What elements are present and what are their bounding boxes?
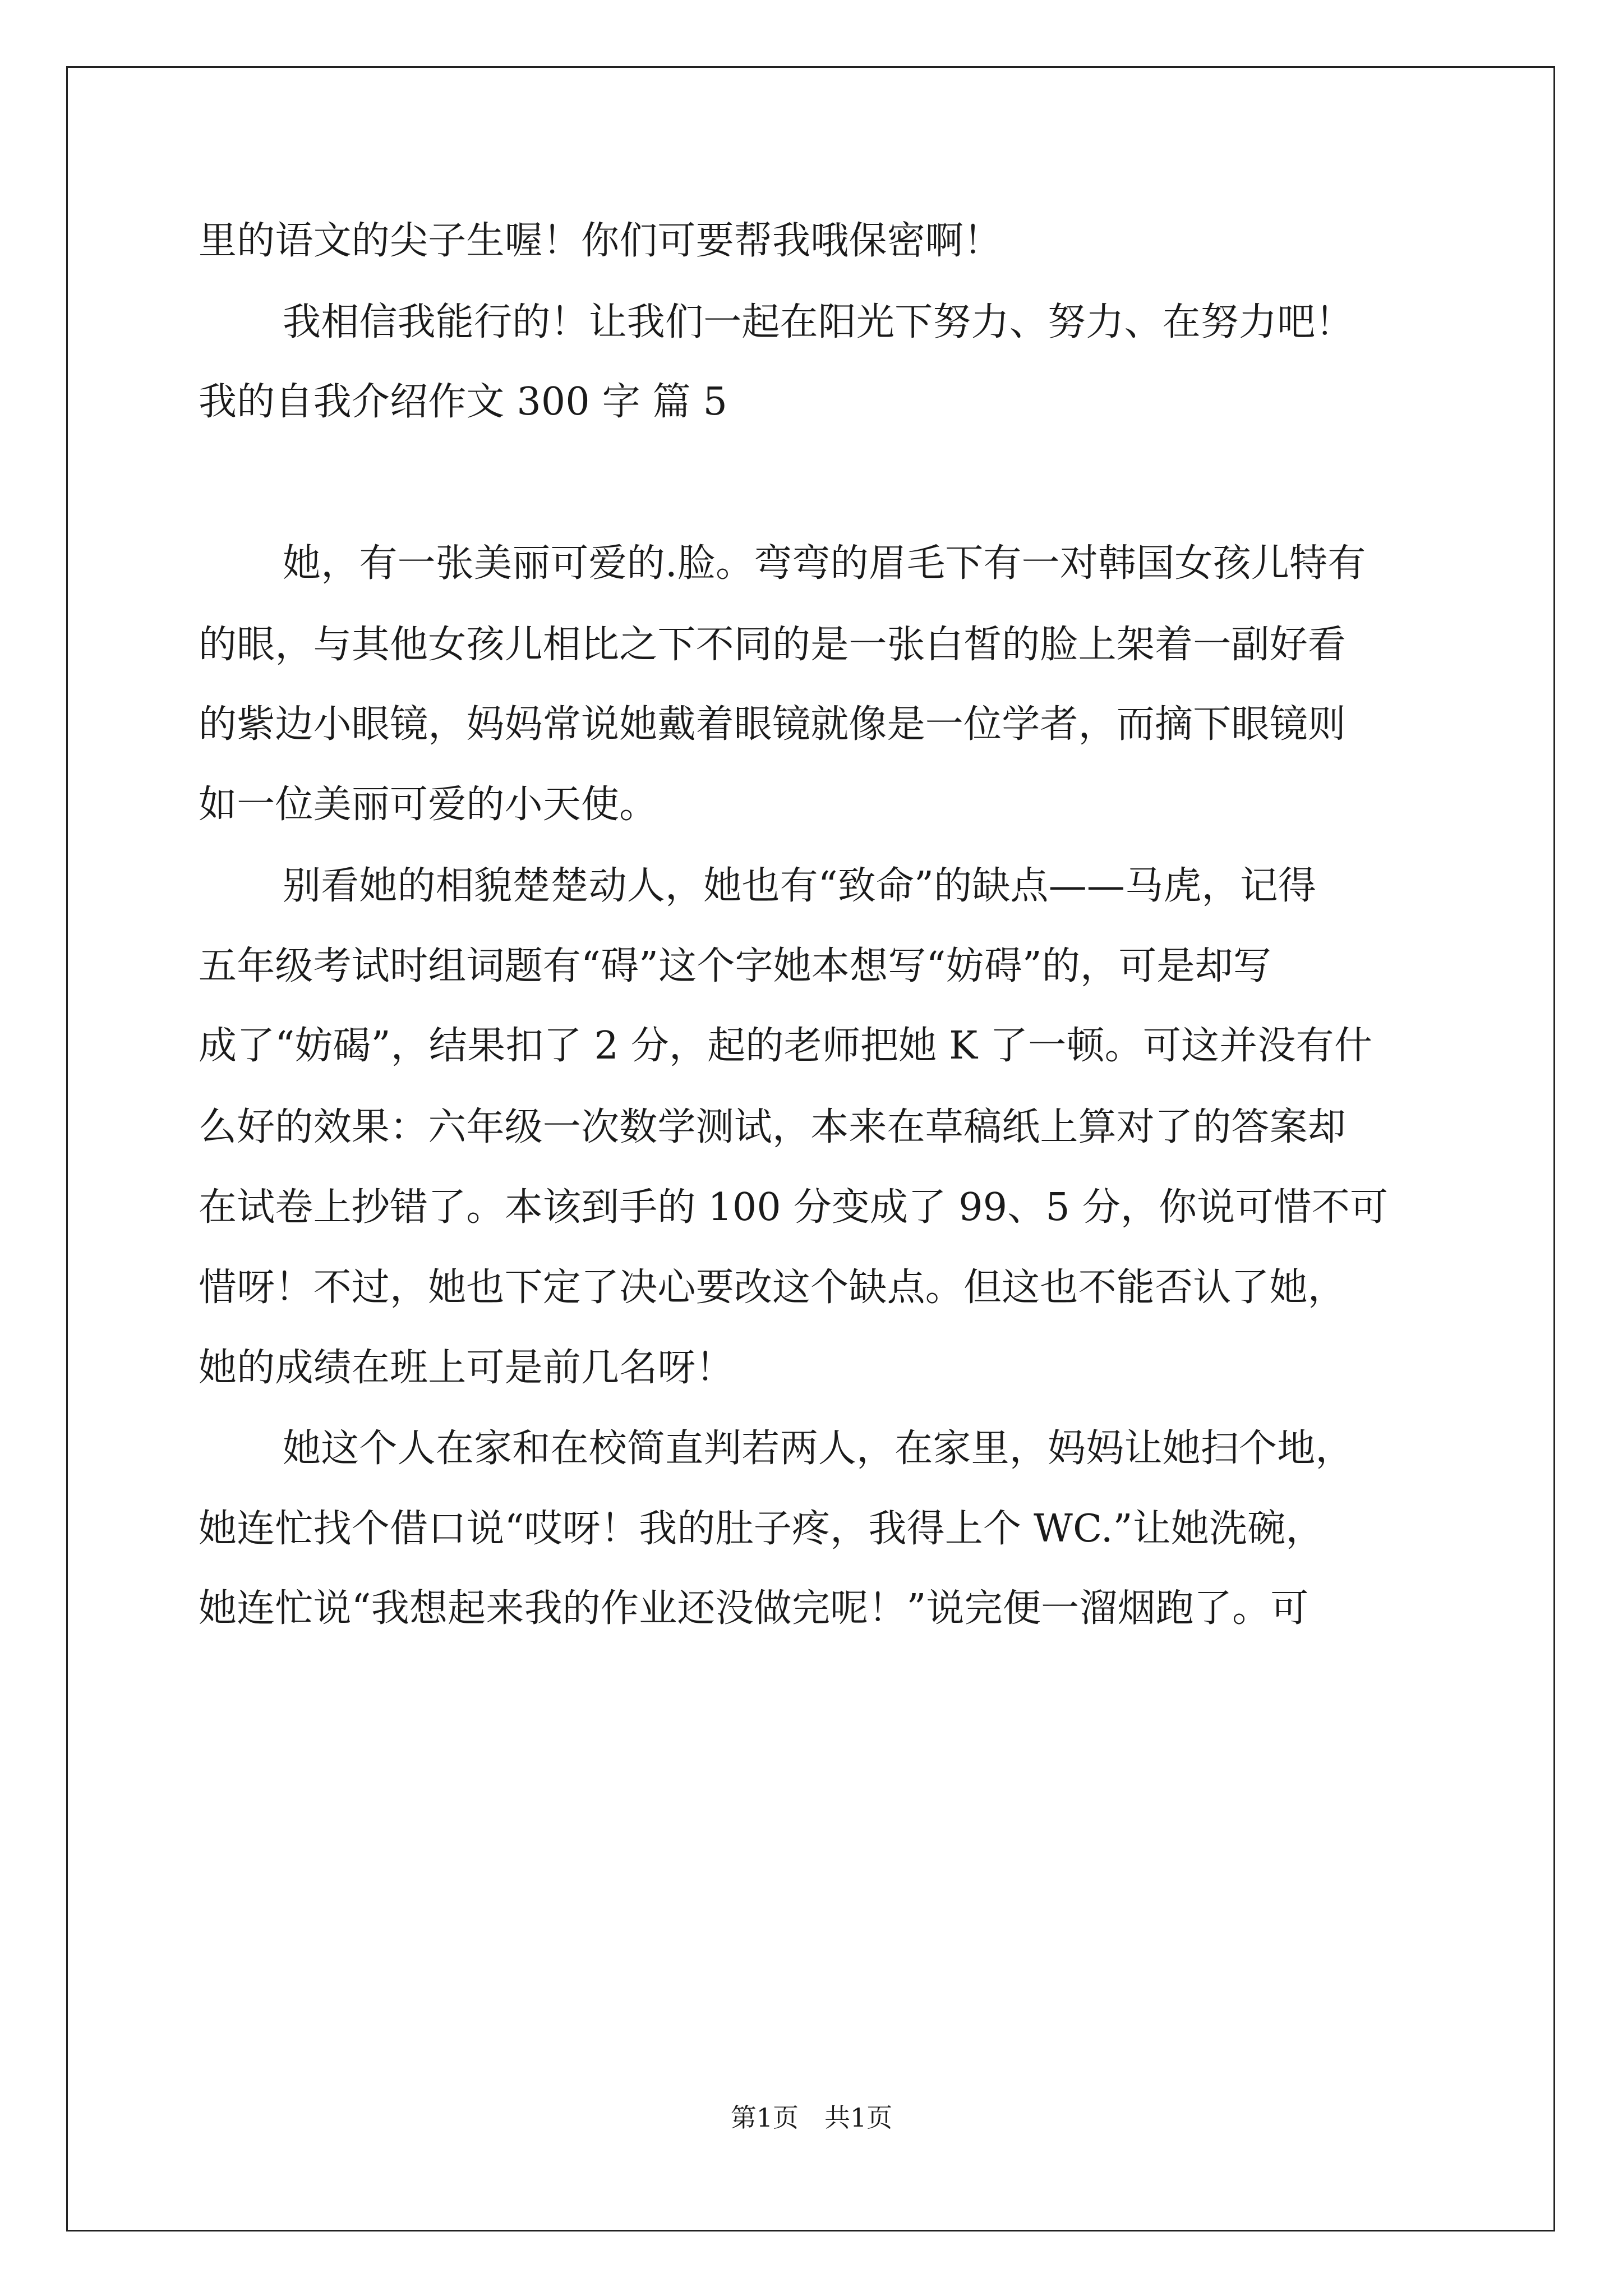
page-footer: 第1页 共1页 xyxy=(730,2102,893,2133)
text-line-11: 么好的效果：六年级一次数学测试，本来在草稿纸上算对了的答案却 xyxy=(199,1105,1347,1149)
text-line-8: 别看她的相貌楚楚动人，她也有“致命”的缺点——马虎，记得 xyxy=(283,864,1317,908)
text-line-4: 她，有一张美丽可爱的.脸。弯弯的眉毛下有一对韩国女孩儿特有 xyxy=(283,541,1366,586)
text-line-17: 她连忙说“我想起来我的作业还没做完呢！”说完便一溜烟跑了。可 xyxy=(199,1586,1309,1631)
text-line-6: 的紫边小眼镜，妈妈常说她戴着眼镜就像是一位学者，而摘下眼镜则 xyxy=(199,702,1347,747)
text-line-5: 的眼，与其他女孩儿相比之下不同的是一张白皙的脸上架着一副好看 xyxy=(199,623,1347,667)
text-line-14: 她的成绩在班上可是前几名呀！ xyxy=(199,1346,734,1390)
text-line-12: 在试卷上抄错了。本该到手的 100 分变成了 99、5 分，你说可惜不可 xyxy=(199,1185,1389,1230)
text-line-7: 如一位美丽可爱的小天使。 xyxy=(199,783,658,827)
text-line-1: 里的语文的尖子生喔！你们可要帮我哦保密啊！ xyxy=(199,219,1002,263)
text-line-15: 她这个人在家和在校简直判若两人，在家里，妈妈让她扫个地， xyxy=(283,1427,1354,1471)
section-heading: 我的自我介绍作文 300 字 篇 5 xyxy=(199,380,728,424)
text-line-9: 五年级考试时组词题有“碍”这个字她本想写“妨碍”的，可是却写 xyxy=(199,944,1272,988)
text-line-16: 她连忙找个借口说“哎呀！我的肚子疼，我得上个 WC.”让她洗碗， xyxy=(199,1507,1324,1551)
text-line-10: 成了“妨碣”，结果扣了 2 分，起的老师把她 K 了一顿。可这并没有什 xyxy=(199,1024,1373,1068)
text-line-13: 惜呀！不过，她也下定了决心要改这个缺点。但这也不能否认了她， xyxy=(199,1266,1347,1310)
text-line-2: 我相信我能行的！让我们一起在阳光下努力、努力、在努力吧！ xyxy=(283,300,1354,344)
